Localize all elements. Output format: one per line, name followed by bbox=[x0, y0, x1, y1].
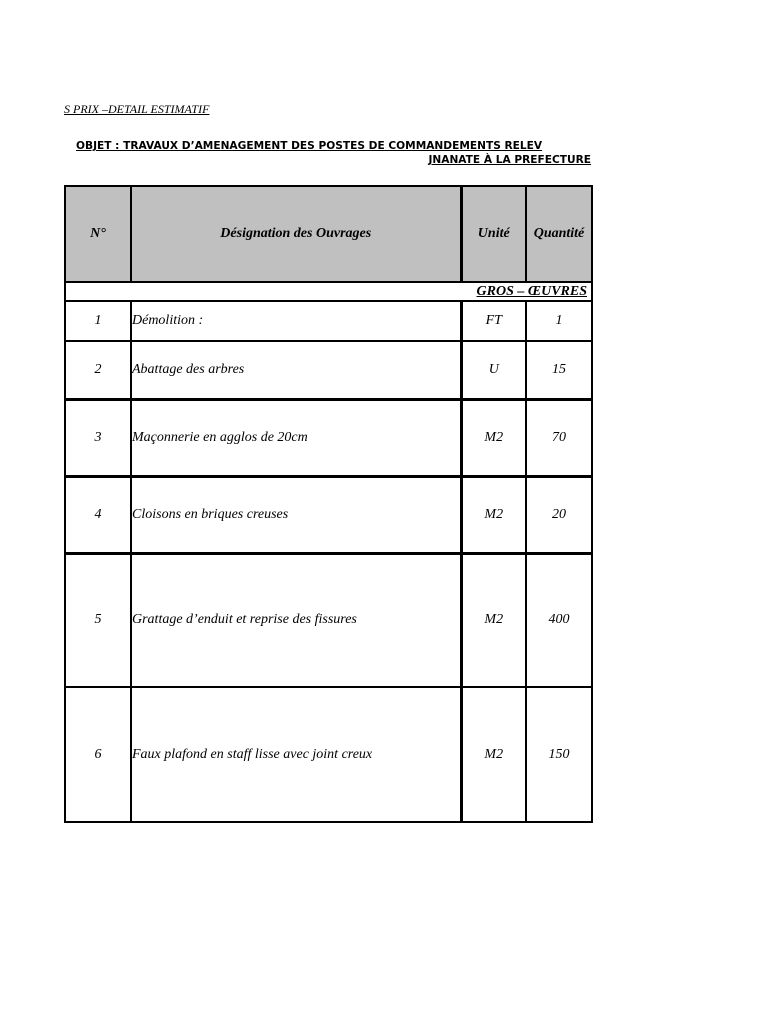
row-designation: Cloisons en briques creuses bbox=[131, 476, 461, 553]
table-row bbox=[65, 399, 592, 476]
row-quantite: 400 bbox=[526, 553, 592, 687]
row-unite: U bbox=[461, 341, 526, 399]
table-row bbox=[65, 301, 592, 341]
table-row bbox=[65, 687, 592, 822]
row-num: 2 bbox=[65, 341, 131, 399]
objet-title bbox=[76, 139, 591, 167]
row-unite: M2 bbox=[461, 476, 526, 553]
header-designation: Désignation des Ouvrages bbox=[131, 186, 461, 282]
row-designation: Faux plafond en staff lisse avec joint creux bbox=[131, 687, 461, 822]
row-unite: M2 bbox=[461, 687, 526, 822]
row-num: 5 bbox=[65, 553, 131, 687]
header-unite: Unité bbox=[461, 186, 526, 282]
row-designation: Grattage d’enduit et reprise des fissures bbox=[131, 553, 461, 687]
row-designation: Abattage des arbres bbox=[131, 341, 461, 399]
row-num: 3 bbox=[65, 399, 131, 476]
quantity-table bbox=[64, 185, 593, 823]
row-quantite: 70 bbox=[526, 399, 592, 476]
row-designation: Maçonnerie en agglos de 20cm bbox=[131, 399, 461, 476]
document-header: S PRIX –DETAIL ESTIMATIF bbox=[64, 102, 210, 116]
row-num: 1 bbox=[65, 301, 131, 341]
row-quantite: 15 bbox=[526, 341, 592, 399]
objet-line-2: JNANATE À LA PREFECTURE bbox=[428, 154, 591, 166]
header-row bbox=[65, 186, 592, 282]
row-quantite: 150 bbox=[526, 687, 592, 822]
header-quantite: Quantité bbox=[526, 186, 592, 282]
row-quantite: 1 bbox=[526, 301, 592, 341]
row-unite: M2 bbox=[461, 553, 526, 687]
section-title: GROS – ŒUVRES bbox=[65, 282, 592, 301]
row-num: 6 bbox=[65, 687, 131, 822]
row-quantite: 20 bbox=[526, 476, 592, 553]
row-unite: FT bbox=[461, 301, 526, 341]
table-row bbox=[65, 476, 592, 553]
objet-line-1: OBJET : TRAVAUX D’AMENAGEMENT DES POSTES DE COMMANDEMENTS RELEV bbox=[76, 140, 543, 152]
table-row bbox=[65, 553, 592, 687]
row-designation: Démolition : bbox=[131, 301, 461, 341]
section-row bbox=[65, 282, 592, 301]
row-unite: M2 bbox=[461, 399, 526, 476]
table-row bbox=[65, 341, 592, 399]
row-num: 4 bbox=[65, 476, 131, 553]
header-num: N° bbox=[65, 186, 131, 282]
